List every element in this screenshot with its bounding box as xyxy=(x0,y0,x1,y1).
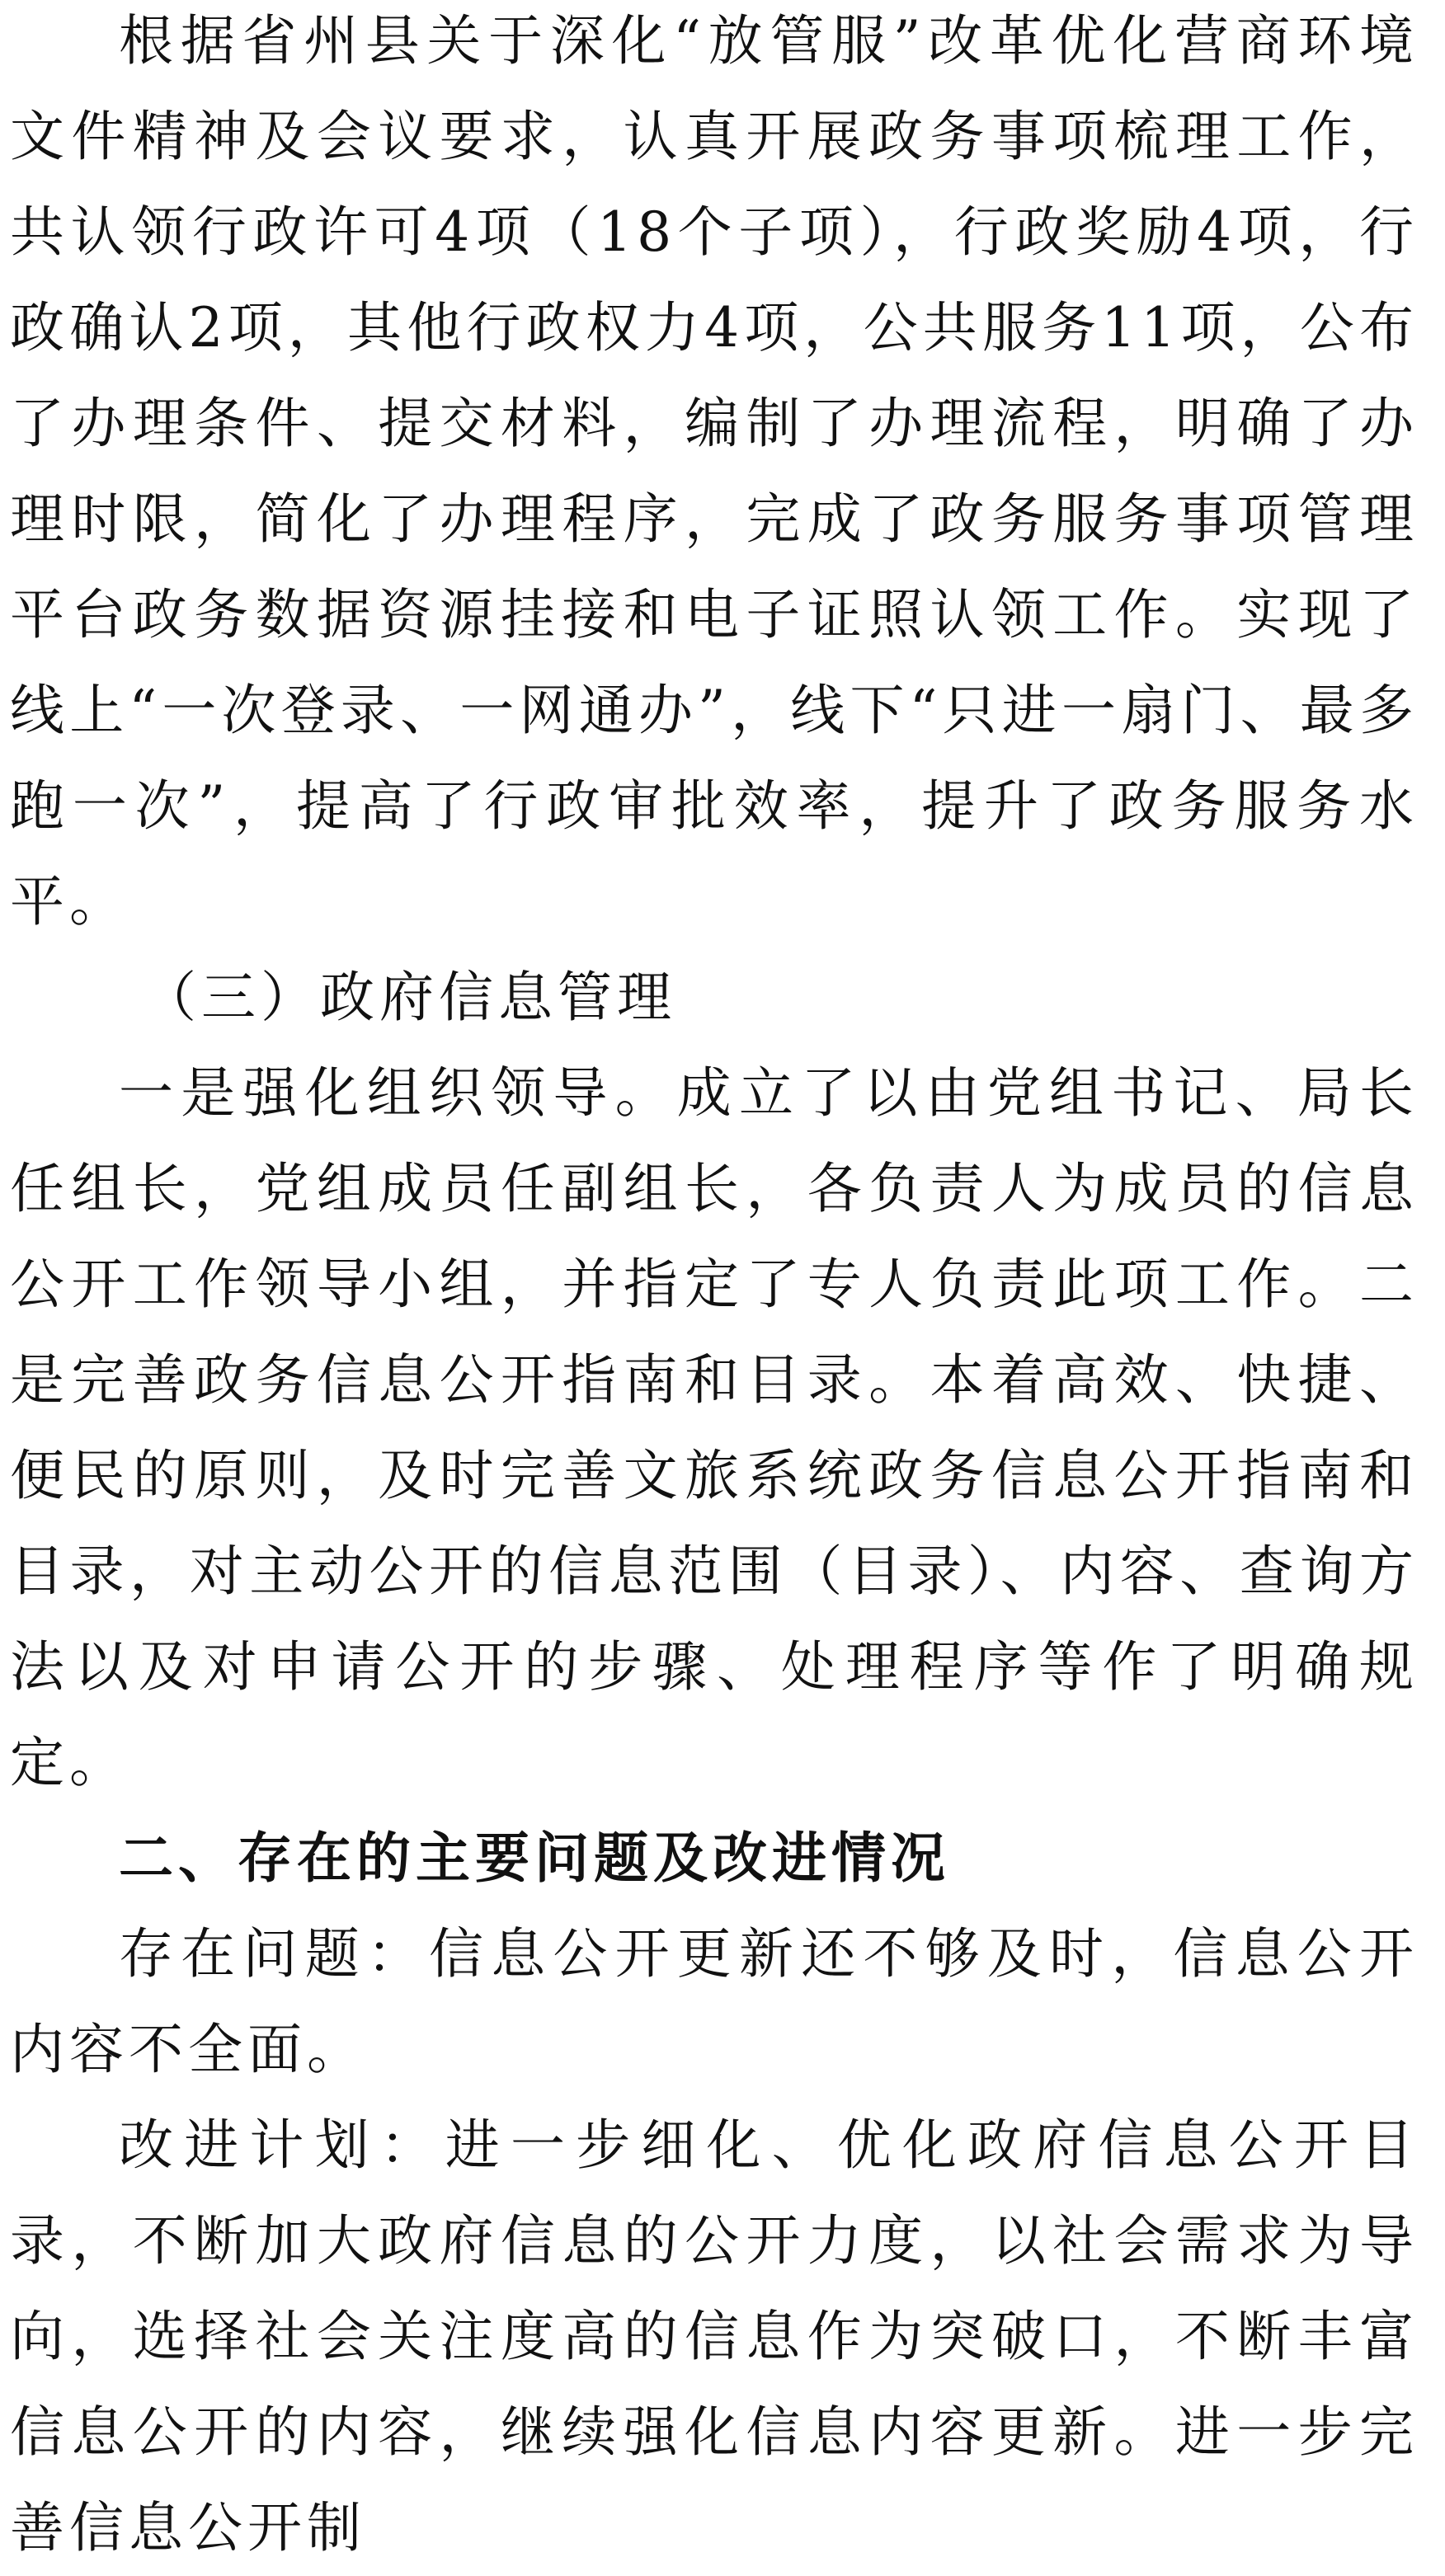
body-paragraph: 根据省州县关于深化“放管服”改革优化营商环境文件精神及会议要求，认真开展政务事项梳理工作，共认领行政许可4项（18个子项），行政奖励4项，行政确认2项，其他行政权力4项，公共服务11项，公布了办理条件、提交材料，编制了办理流程，明确了办理时限，简化了办理程序，完成了政务服务事项管理平台政务数据资源挂接和电子证照认领工作。实现了线上“一次登录、一网通办”，线下“只进一扇门、最多跑一次”，提高了行政审批效率，提升了政务服务水平。 xyxy=(10,9,1419,933)
body-paragraph: 存在问题：信息公开更新还不够及时，信息公开内容不全面。 xyxy=(10,1922,1419,2081)
section-heading-problems: 二、存在的主要问题及改进情况 xyxy=(119,1826,950,1890)
body-paragraph: 改进计划：进一步细化、优化政府信息公开目录，不断加大政府信息的公开力度，以社会需求为导向，选择社会关注度高的信息作为突破口，不断丰富信息公开的内容，继续强化信息内容更新。进一步完善信息公开制 xyxy=(10,2113,1419,2560)
section-heading-government-info: （三）政府信息管理 xyxy=(142,966,676,1029)
body-paragraph: 一是强化组织领导。成立了以由党组书记、局长任组长，党组成员任副组长，各负责人为成员的信息公开工作领导小组，并指定了专人负责此项工作。二是完善政务信息公开指南和目录。本着高效、快捷、便民的原则，及时完善文旅系统政务信息公开指南和目录，对主动公开的信息范围（目录）、内容、查询方法以及对申请公开的步骤、处理程序等作了明确规定。 xyxy=(10,1061,1419,1794)
